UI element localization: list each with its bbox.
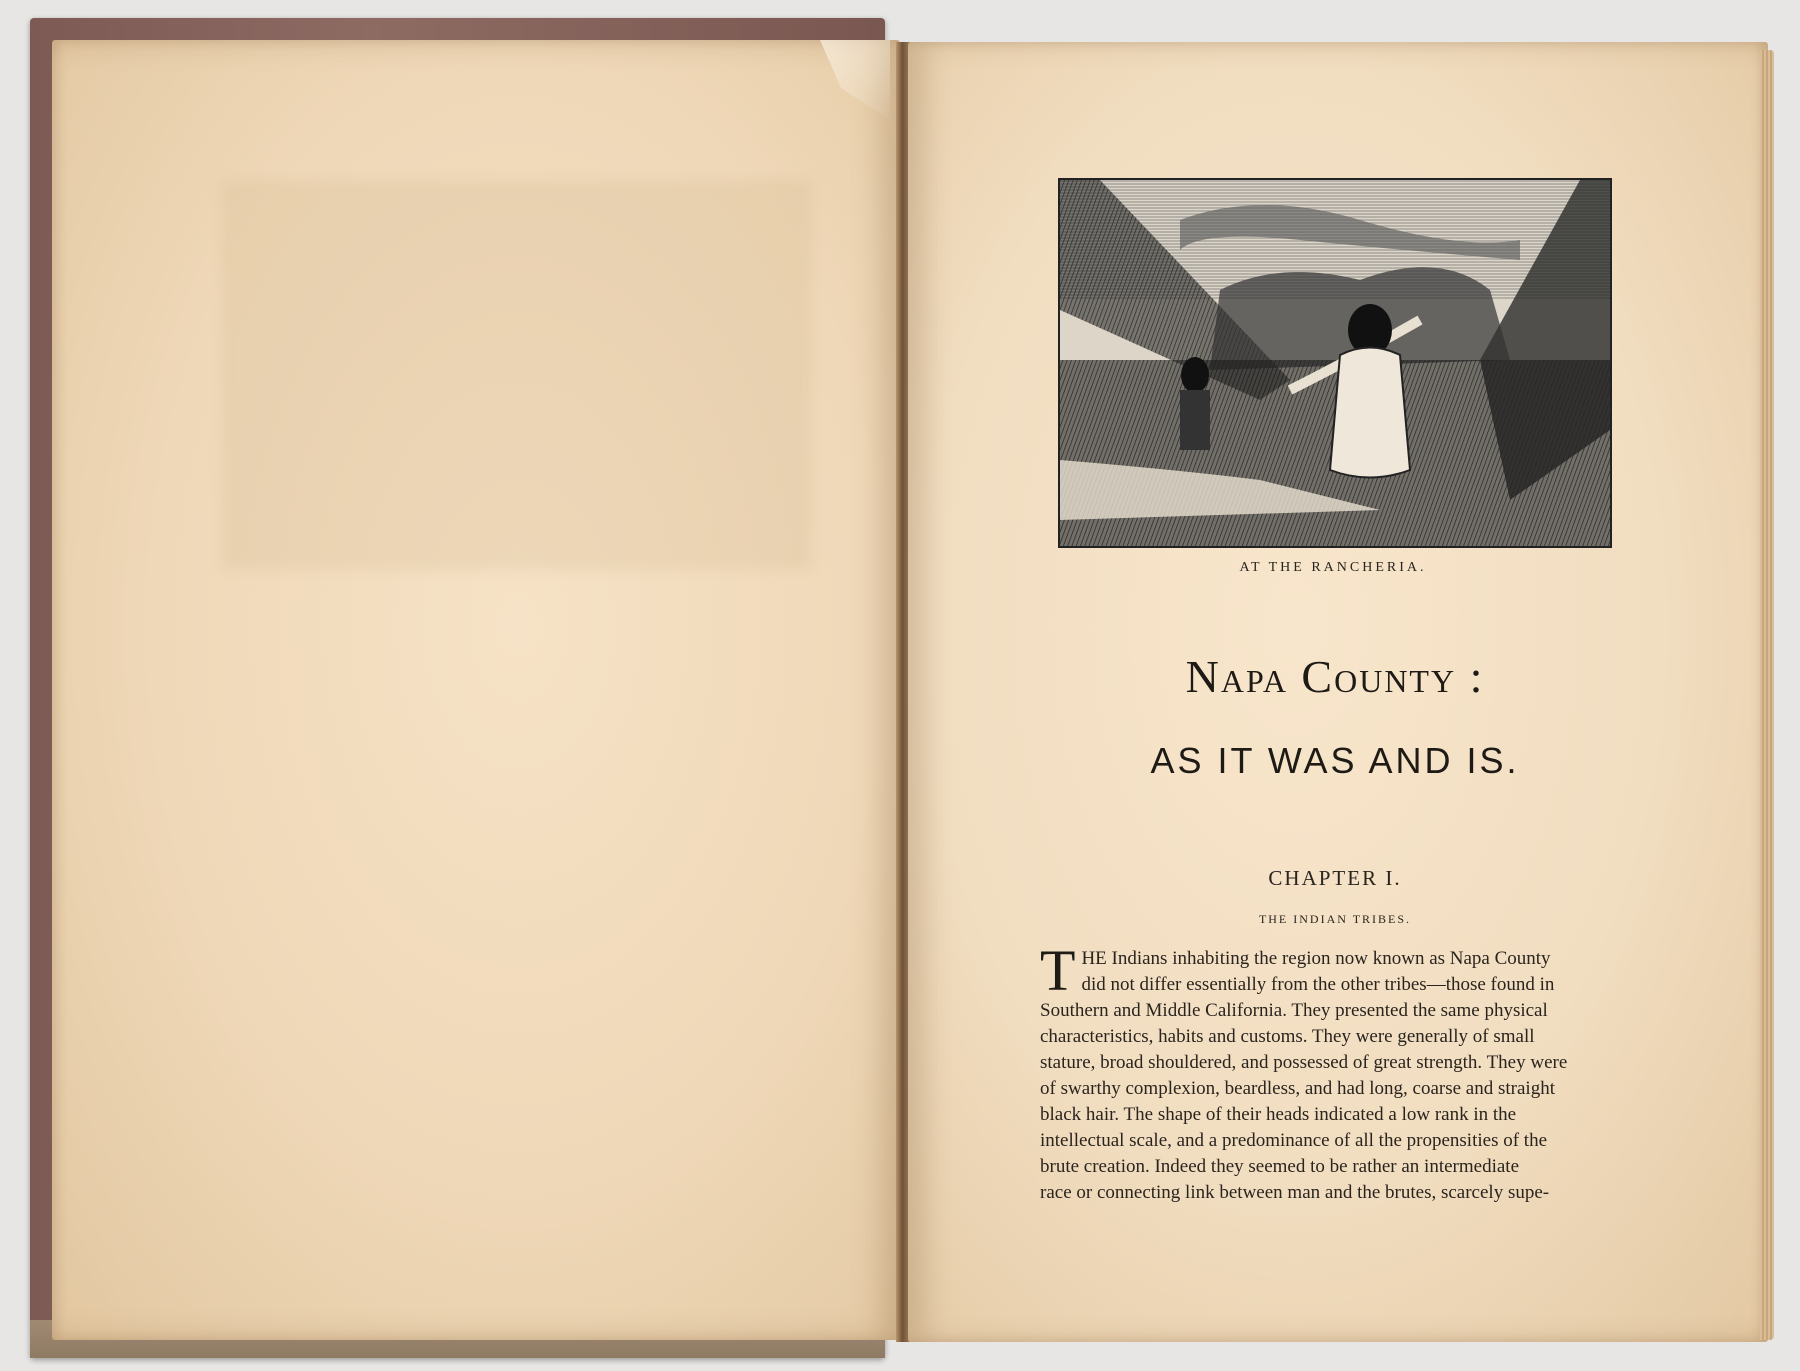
chapter-heading: CHAPTER I. [1268, 866, 1402, 890]
engraving-illustration [1058, 178, 1612, 548]
page-edges [1760, 50, 1774, 1340]
text-line: brute creation. Indeed they seemed to be rather an intermediate [1040, 1156, 1519, 1177]
drop-cap: T [1040, 938, 1076, 1003]
text-line: HE Indians inhabiting the region now known as Napa County [1081, 948, 1551, 969]
illustration-caption: AT THE RANCHERIA. [1239, 560, 1427, 575]
rancheria-engraving-icon [1060, 180, 1610, 546]
text-line: stature, broad shouldered, and possessed of great strength. They were [1040, 1052, 1568, 1073]
text-line: intellectual scale, and a predominance of all the propensities of the [1040, 1130, 1547, 1151]
book-title: Napa County : [1185, 651, 1485, 702]
book-subtitle: AS IT WAS AND IS. [1150, 740, 1520, 781]
text-line: black hair. The shape of their heads indicated a low rank in the [1040, 1104, 1517, 1125]
offset-ghost-image [222, 180, 812, 570]
left-page [52, 40, 900, 1340]
body-paragraph [1040, 938, 1642, 1206]
text-line: characteristics, habits and customs. They were generally of small [1040, 1026, 1535, 1047]
chapter-subheading: THE INDIAN TRIBES. [1258, 912, 1412, 926]
text-line: race or connecting link between man and the brutes, scarcely supe- [1040, 1182, 1550, 1203]
text-line: did not differ essentially from the other tribes—those found in [1081, 974, 1555, 995]
text-line: of swarthy complexion, beardless, and had long, coarse and straight [1040, 1078, 1555, 1099]
text-line: Southern and Middle California. They presented the same physical [1040, 1000, 1548, 1021]
